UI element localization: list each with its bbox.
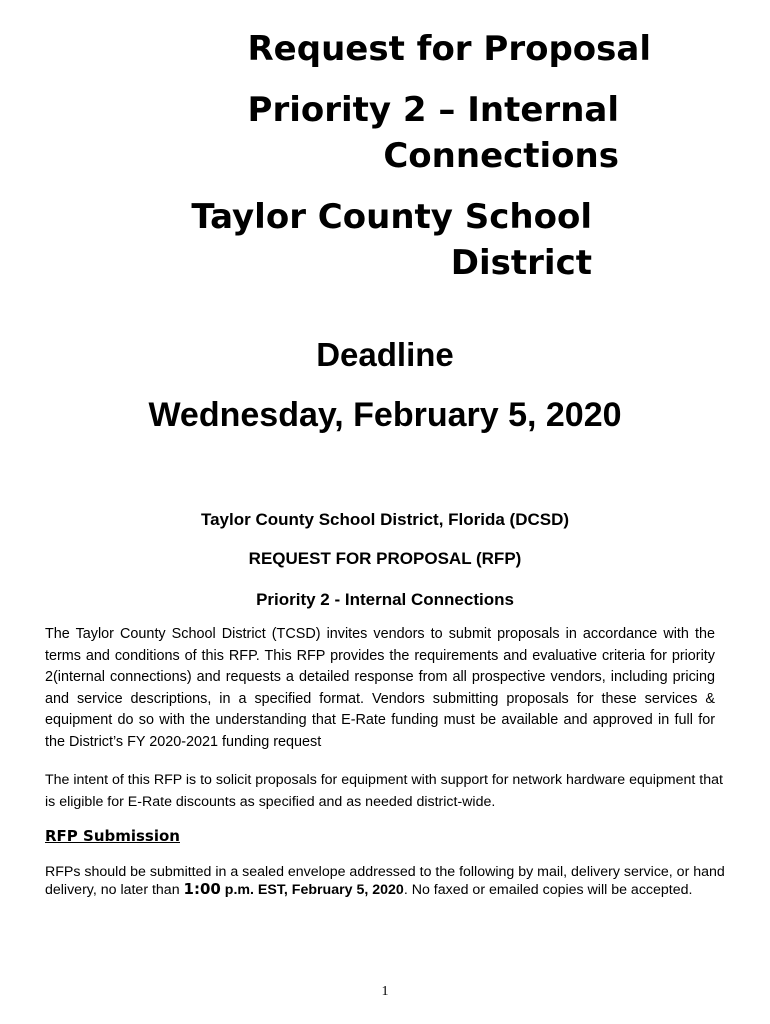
- district-header: [0, 510, 770, 530]
- deadline-date: Wednesday, February 5, 2020: [148, 396, 622, 434]
- document-title: Request for Proposal: [247, 29, 651, 69]
- priority-label: Priority 2 - Internal Connections: [256, 590, 514, 609]
- submission-text-after: . No faxed or emailed copies will be accepted.: [403, 881, 693, 898]
- page-number: 1: [381, 984, 389, 999]
- submission-heading: RFP Submission: [45, 827, 180, 845]
- district-name: Taylor County School District: [200, 510, 439, 529]
- district-line-2: District: [450, 243, 592, 283]
- subtitle-line-1: Priority 2 – Internal: [247, 90, 619, 130]
- deadline-label: Deadline: [316, 336, 454, 373]
- submission-paragraph: [45, 864, 735, 898]
- subtitle-line-2: Connections: [383, 136, 619, 176]
- intro-paragraph: The Taylor County School District (TCSD) invites vendors to submit proposals in accordance with the terms and conditions of this RFP. This RFP provides the requirements and evaluative criteria for priority 2(internal connections) and requests a detailed response from all prospective vendors, including pricing and service descriptions, in a specified format. Vendors submitting proposals for these services & equipment do so with the understanding that E-Rate funding must be available and approved in full for the District’s FY 2020-2021 funding request: [45, 626, 715, 750]
- district-suffix: , Florida (DCSD): [438, 510, 570, 529]
- district-line-1: Taylor County School: [191, 197, 592, 237]
- submission-text-before: RFPs should be submitted in a sealed envelope addressed to the following by mail, delivery service, or hand delivery, no later than: [45, 864, 725, 898]
- intent-paragraph: The intent of this RFP is to solicit proposals for equipment with support for network hardware equipment that is eligible for E-Rate discounts as specified and as needed district-wide.: [45, 772, 723, 810]
- submission-deadline: p.m. EST, February 5, 2020: [220, 881, 404, 898]
- submission-time: 1:00: [183, 879, 221, 898]
- rfp-label: REQUEST FOR PROPOSAL (RFP): [248, 549, 522, 568]
